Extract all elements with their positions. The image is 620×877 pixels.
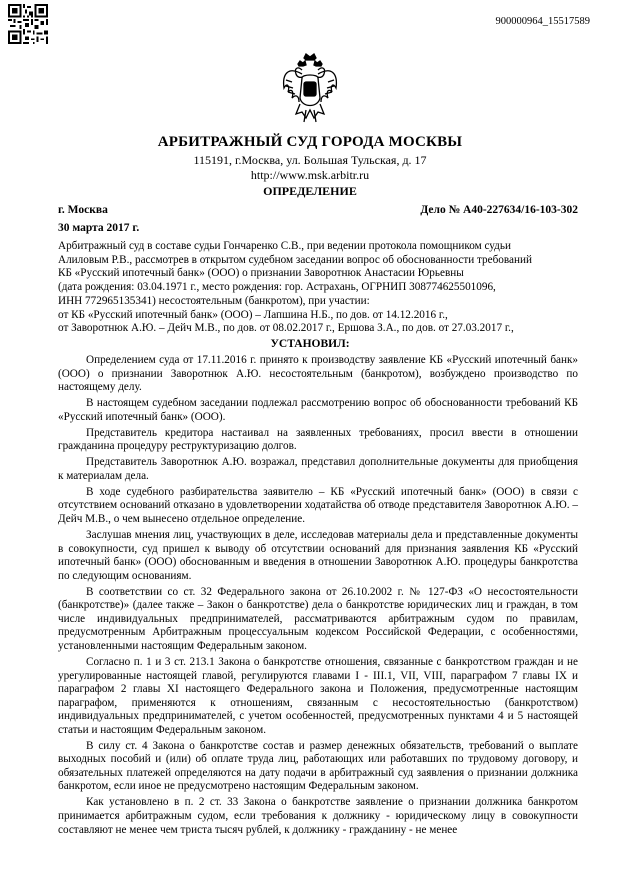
paragraph: В соответствии со ст. 32 Федерального закона от 26.10.2002 г. № 127-ФЗ «О несостоятельности (банкротстве)» (далее также – Закон о банкротстве) дела о банкротстве юридических лиц и граждан, в том числе индивидуальных предпринимателей, рассматриваются арбитражным судом по правилам, предусмотренным Арбитражным процессуальным кодексом Российской Федерации, с особенностями, установленными настоящим Федеральным законом. <box>58 585 578 652</box>
paragraph: Как установлено в п. 2 ст. 33 Закона о банкротстве заявление о признании должника банкротом принимается арбитражным судом, если требования к должнику - юридическому лицу в совокупности составляют не менее чем триста тысяч рублей, к должнику - гражданину - не менее <box>58 796 578 836</box>
intro-line: ИНН 772965135341) несостоятельным (банкротом), при участии: <box>58 294 370 307</box>
court-address-block <box>0 153 620 183</box>
established-heading: УСТАНОВИЛ: <box>270 338 350 350</box>
case-number: Дело № А40-227634/16-103-302 <box>420 204 578 216</box>
intro-line: от КБ «Русский ипотечный банк» (ООО) – Лапшина Н.Б., по дов. от 14.12.2016 г., <box>58 308 448 321</box>
court-title: АРБИТРАЖНЫЙ СУД ГОРОДА МОСКВЫ <box>157 134 463 150</box>
city: г. Москва <box>58 204 108 216</box>
paragraph: Определением суда от 17.11.2016 г. принято к производству заявление КБ «Русский ипотечный банк» (ООО) о признании Заворотнюк А.Ю. несостоятельным (банкротом), возбуждено производство по настоящему делу. <box>58 354 578 394</box>
paragraph: В ходе судебного разбирательства заявителю – КБ «Русский ипотечный банк» (ООО) в связи с отсутствием оснований отказано в удовлетворении ходатайства об отводе представителя Заворотнюк А.Ю. – Дейч М.В., о чем вынесено отдельное определение. <box>58 485 578 526</box>
document-type-heading: ОПРЕДЕЛЕНИЕ <box>263 184 357 198</box>
body-text <box>58 354 578 840</box>
paragraph: В силу ст. 4 Закона о банкротстве состав и размер денежных обязательств, требований о выплате выходных пособий и (или) об оплате труда лиц, работающих или работавших по трудовому договору, и обязательных платежей определяются на дату подачи в арбитражный суд заявления о признании должника банкротом, если иное не предусмотрено настоящим Федеральным законом. <box>58 739 578 793</box>
paragraph: Заслушав мнения лиц, участвующих в деле, исследовав материалы дела и представленные документы в совокупности, суд пришел к выводу об отсутствии оснований для признания заявления КБ «Русский ипотечный банк» (ООО) обоснованным и введения в отношении Заворотнюк А.Ю. процедуры банкротства по следующим основаниям. <box>58 529 578 582</box>
court-website[interactable]: http://www.msk.arbitr.ru <box>250 168 370 182</box>
intro-line: Арбитражный суд в составе судьи Гончаренко С.В., при ведении протокола помощником судьи <box>58 240 511 252</box>
intro-line: Алиловым Р.В., рассмотрев в открытом судебном заседании вопрос об обоснованности требований <box>58 253 532 266</box>
qr-code <box>8 4 48 44</box>
document-id: 900000964_15517589 <box>495 16 590 27</box>
paragraph: В настоящем судебном заседании подлежал рассмотрению вопрос об обоснованности требований КБ «Русский ипотечный банк» (ООО). <box>58 397 578 423</box>
intro-line: КБ «Русский ипотечный банк» (ООО) о признании Заворотнюк Анастасии Юрьевны <box>58 267 464 280</box>
intro-block <box>58 240 578 336</box>
decision-date: 30 марта 2017 г. <box>58 222 140 234</box>
court-address: 115191, г.Москва, ул. Большая Тульская, д. 17 <box>193 153 427 167</box>
paragraph: Представитель кредитора настаивал на заявленных требованиях, просил ввести в отношении гражданина процедуру реструктуризацию долгов. <box>58 426 578 453</box>
coat-of-arms-emblem-icon <box>278 52 342 124</box>
paragraph: Согласно п. 1 и 3 ст. 213.1 Закона о банкротстве отношения, связанные с банкротством граждан и не урегулированные настоящей главой, регулируются главами I - III.1, VII, VIII, параграфом 7 главы IX и параграфом 2 главы XI настоящего Федерального закона и Положения, предусмотренные настоящим параграфом, применяются к отношениям, связанным с несостоятельностью (банкротством) индивидуальных предпринимателей, с учетом особенностей, предусмотренных пунктами 4 и 5 настоящей статьи и настоящим Федеральным законом. <box>58 655 578 736</box>
paragraph: Представитель Заворотнюк А.Ю. возражал, представил дополнительные документы для приобщения к материалам дела. <box>58 456 578 482</box>
intro-line: (дата рождения: 03.04.1971 г., место рождения: гор. Астрахань, ОГРНИП 308774625501096, <box>58 281 496 294</box>
intro-line: от Заворотнюк А.Ю. – Дейч М.В., по дов. от 08.02.2017 г., Ершова З.А., по дов. от 27.03.2017 г., <box>58 322 514 335</box>
